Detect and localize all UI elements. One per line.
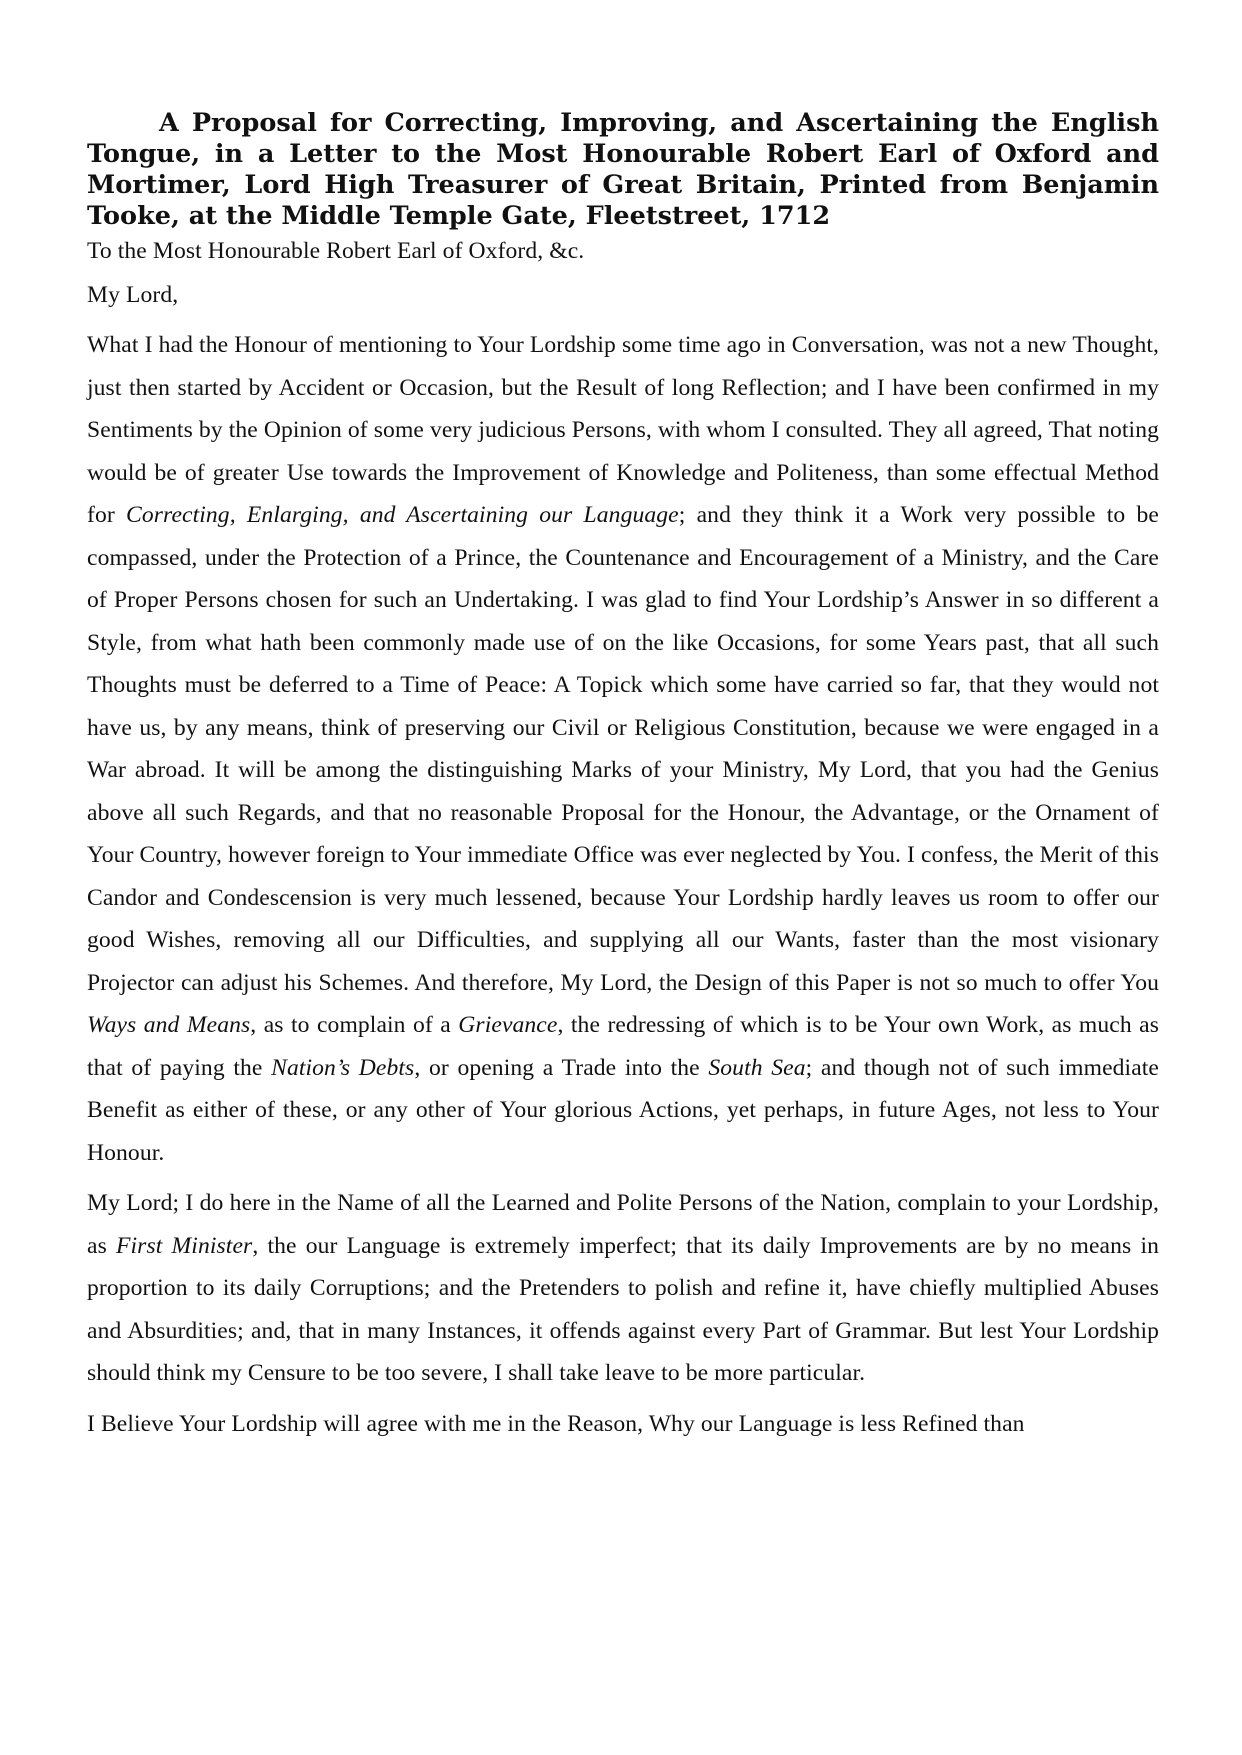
paragraph-1-italic-correcting: Correcting, Enlarging, and Ascertaining our Language	[126, 502, 679, 528]
paragraph-1-italic-south-sea: South Sea	[708, 1054, 806, 1081]
paragraph-1-text-k: ; and though not of such immediate Benefit as either of these, or any other of Your glorious Actions, yet perhaps, in future Ages, not less to Your Honour.	[87, 1054, 1160, 1166]
document-body	[87, 236, 1159, 1445]
salutation: My Lord,	[87, 282, 179, 308]
dedication-line: To the Most Honourable Robert Earl of Oxford, &c.	[87, 238, 585, 264]
paragraph-1-italic-grievance: Grievance	[458, 1012, 558, 1038]
paragraph-3: I Believe Your Lordship will agree with me in the Reason, Why our Language is less Refined than	[87, 1410, 1025, 1437]
paragraph-1-text-g: , the redressing of which is to be Your own Work, as much as that of paying the	[87, 1012, 1160, 1081]
paragraph-2	[87, 1182, 1159, 1395]
paragraph-1-text-c: ; and they think it a Work very possible to be compassed, under the Protection of a Prince, the Countenance and Encouragement of a Ministry, and the Care of Proper Persons chosen for such an Undertaking. I was glad to find Your Lordship’s Answer in so different a Style, from what hath been commonly made use of on the like Occasions, for some Years past, that all such Thoughts must be deferred to a Time of Peace: A Topick which some have carried so far, that they would not have us, by any means, think of preserving our Civil or Religious Constitution, because we were engaged in a War abroad. It will be among the distinguishing Marks of your Ministry, My Lord, that you had the Genius above all such Regards, and that no reasonable Proposal for the Honour, the Advantage, or the Ornament of Your Country, however foreign to Your immediate Office was ever neglected by You. I confess, the Merit of this Candor and Condescension is very much lessened, because Your Lordship hardly leaves us room to offer our good Wishes, removing all our Difficulties, and supplying all our Wants, faster than the most visionary Projector can adjust his Schemes. And therefore, My Lord, the Design of this Paper is not so much to offer You	[87, 502, 1159, 996]
paragraph-1-italic-nations-debts: Nation’s Debts	[271, 1054, 415, 1081]
paragraph-1-text-e: , as to complain of a	[250, 1012, 459, 1038]
paragraph-2-text-c: , the our Language is extremely imperfect; that its daily Improvements are by no means in proportion to its daily Corruptions; and the Pretenders to polish and refine it, have chiefly multiplied Abuses and Absurdities; and, that in many Instances, it offends against every Part of Grammar. But lest Your Lordship should think my Censure to be too severe, I shall take leave to be more particular.	[87, 1232, 1159, 1386]
paragraph-2-text-a: My Lord; I do here in the Name of all the Learned and Polite Persons of the Nation, complain to your Lordship, as	[87, 1190, 1159, 1259]
document-title: A Proposal for Correcting, Improving, and Ascertaining the English Tongue, in a Letter to the Most Honourable Robert Earl of Oxford and Mortimer, Lord High Treasurer of Great Britain, Printed from Benjamin Tooke, at the Middle Temple Gate, Fleetstreet, 1712	[87, 108, 1159, 231]
paragraph-1	[87, 324, 1159, 1174]
paragraph-1-text-i: , or opening a Trade into the	[414, 1054, 709, 1081]
paragraph-1-italic-ways-and-means: Ways and Means	[87, 1012, 251, 1038]
paragraph-2-italic-first-minister: First Minister	[116, 1232, 253, 1259]
paragraph-1-text-a: What I had the Honour of mentioning to Your Lordship some time ago in Conversation, was not a new Thought, just then started by Accident or Occasion, but the Result of long Reflection; and I have been confirmed in my Sentiments by the Opinion of some very judicious Persons, with whom I consulted. They all agreed, That noting would be of greater Use towards the Improvement of Knowledge and Politeness, than some effectual Method for	[87, 332, 1159, 528]
